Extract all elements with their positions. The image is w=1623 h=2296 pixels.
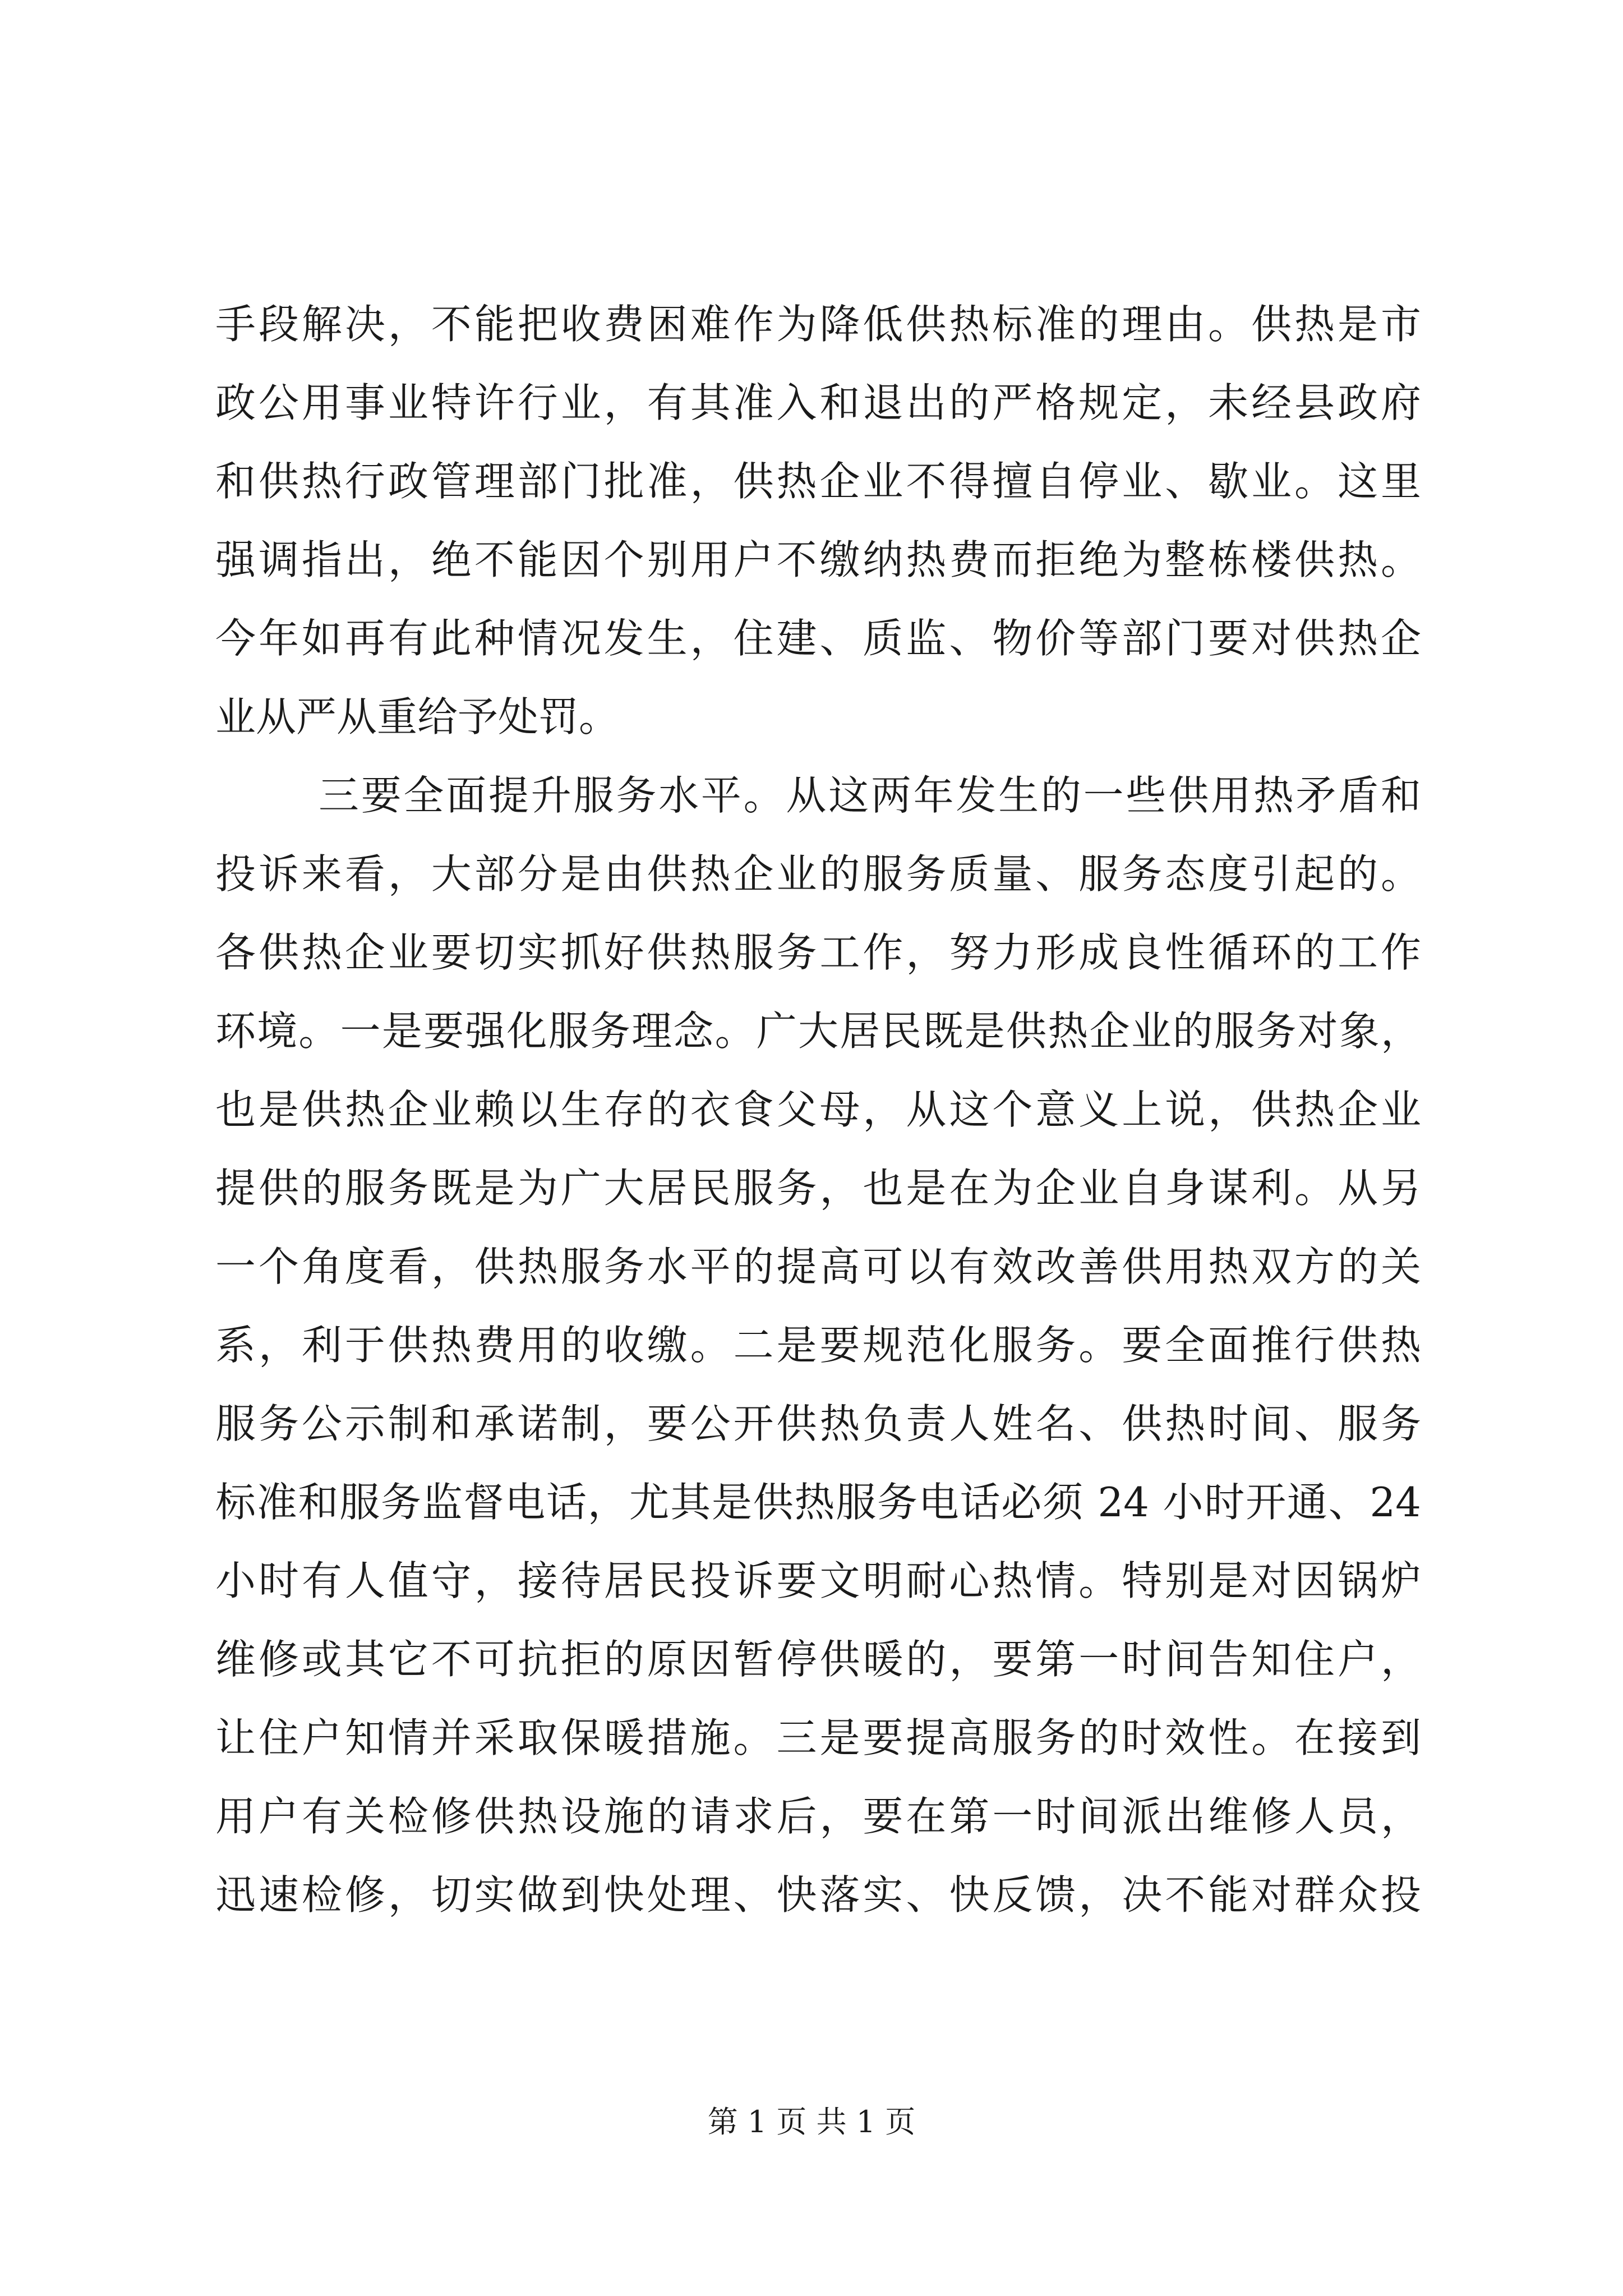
text-line: 维修或其它不可抗拒的原因暂停供暖的，要第一时间告知住户， — [215, 1636, 1421, 1683]
text-line: 今年如再有此种情况发生，住建、质监、物价等部门要对供热企 — [215, 615, 1421, 662]
text-line: 手段解决，不能把收费困难作为降低供热标准的理由。供热是市 — [215, 301, 1421, 348]
text-line: 提供的服务既是为广大居民服务，也是在为企业自身谋利。从另 — [215, 1165, 1421, 1212]
page-number-footer: 第 1 页 共 1 页 — [707, 2104, 916, 2139]
text-line: 政公用事业特许行业，有其准入和退出的严格规定，未经县政府 — [215, 379, 1421, 426]
paragraph-start-line: 三要全面提升服务水平。从这两年发生的一些供用热矛盾和 — [319, 772, 1421, 819]
text-line: 标准和服务监督电话，尤其是供热服务电话必须 24 小时开通、24 — [215, 1479, 1421, 1526]
text-line: 和供热行政管理部门批准，供热企业不得擅自停业、歇业。这里 — [215, 458, 1421, 505]
text-line: 业从严从重给予处罚。 — [215, 693, 620, 740]
text-line: 用户有关检修供热设施的请求后，要在第一时间派出维修人员， — [215, 1793, 1421, 1840]
text-line: 环境。一是要强化服务理念。广大居民既是供热企业的服务对象， — [215, 1007, 1421, 1055]
text-line: 小时有人值守，接待居民投诉要文明耐心热情。特别是对因锅炉 — [215, 1557, 1421, 1604]
text-line: 投诉来看，大部分是由供热企业的服务质量、服务态度引起的。 — [215, 850, 1421, 898]
text-line: 各供热企业要切实抓好供热服务工作，努力形成良性循环的工作 — [215, 929, 1421, 976]
document-body — [215, 285, 1421, 1934]
text-line: 也是供热企业赖以生存的衣食父母，从这个意义上说，供热企业 — [215, 1086, 1421, 1133]
text-line: 迅速检修，切实做到快处理、快落实、快反馈，决不能对群众投 — [215, 1871, 1421, 1918]
text-line: 系，利于供热费用的收缴。二是要规范化服务。要全面推行供热 — [215, 1322, 1421, 1369]
text-line: 服务公示制和承诺制，要公开供热负责人姓名、供热时间、服务 — [215, 1400, 1421, 1447]
text-line: 一个角度看，供热服务水平的提高可以有效改善供用热双方的关 — [215, 1243, 1421, 1290]
text-line: 强调指出，绝不能因个别用户不缴纳热费而拒绝为整栋楼供热。 — [215, 536, 1421, 583]
text-line: 让住户知情并采取保暖措施。三是要提高服务的时效性。在接到 — [215, 1714, 1421, 1761]
